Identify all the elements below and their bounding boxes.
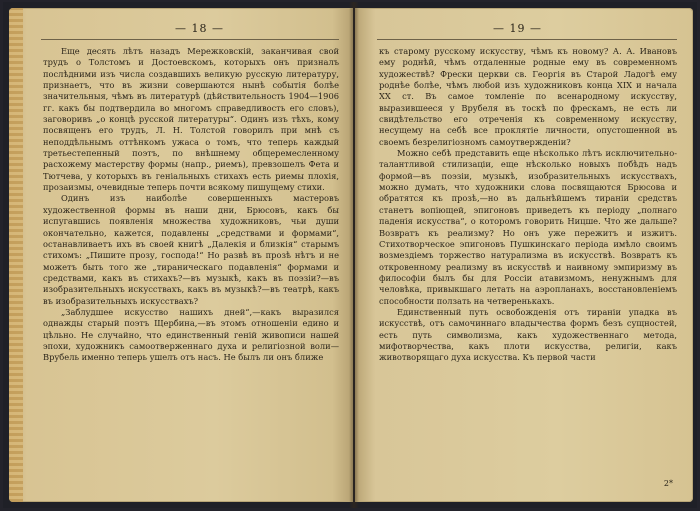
paragraph: Можно себѣ представить еще нѣсколько лѣтъ исключительно-талантливой стилизаціи, еще нѣсколько новыхъ побѣдъ надъ формой—въ поэзіи, музыкѣ, изобразительныхъ искусствахъ, можно думать, что художники слова посвящаются Брюсова и обратятся къ прозѣ,—но въ дальнѣйшемъ тираніи средствъ станетъ вопіющей, эпигоновъ приведетъ къ періоду „полнаго паденія искусства“, о которомъ говорить Ницше. Что же дальше? Возвратъ къ реализму? Но онъ уже пережитъ и изжитъ. Стихотворческое эпигоновъ Пушкинскаго періода имѣло своимъ возмездіемъ торжество натурализма въ искусствѣ. Возвратъ къ откровенному реализму въ искусствѣ и наивному эмпиризму въ философіи былъ бы для Россіи атавизмомъ, ненужнымъ для человѣка, привыкшаго летать на аэропланахъ, восстановленіемъ способности ползать на четверенькахъ. bbox=[379, 148, 677, 306]
paragraph: Единственный путь освобожденія отъ тираніи упадка въ искусствѣ, отъ самочиннаго владычества формъ безъ сущностей, есть путь символизма, какъ художественнаго метода, мифотворчества, какъ плоти искусства, религіи, какъ животворящаго духа искусства. Къ первой части bbox=[379, 306, 677, 363]
left-page bbox=[9, 8, 353, 502]
paragraph: Еще десять лѣтъ назадъ Мережковскій, заканчивая свой трудъ о Толстомъ и Достоевскомъ, которыхъ онъ призналъ послѣдними изъ числа создавшихъ великую русскую литературу, признаетъ, что въ жизни совершаются нынѣ событія болѣе значительныя, чѣмъ въ литературѣ (дѣйствительность 1904—1906 гг. какъ бы подтвердила во многомъ справедливость его словъ), заговоривъ „о концѣ русской литературы“. Одинъ изъ тѣхъ, кому посвященъ его трудъ, Л. Н. Толстой говорилъ при мнѣ съ неподдѣльнымъ оттѣнкомъ ужаса о томъ, что теперь каждый третьестепенный поэтъ, по внѣшнему общеремесленному расхожему мастерству формы (напр., риемъ), превзошелъ Фета и Тютчева, у которыхъ въ геніальныхъ стихахъ есть риемы плохія, прозаизмы, очевидные теперь почти всякому пишущему стихи. bbox=[43, 46, 339, 193]
header-rule bbox=[377, 39, 677, 40]
paragraph: „Заблудшее искусство нашихъ дней“,—какъ выразился однажды старый поэтъ Щербина,—въ этомъ отношеніи едино и цѣльно. Не случайно, что единственный геній живописи нашей эпохи, художникъ самоотверженнаго духа и религіозной воли—Врубель именно теперь ушелъ отъ насъ. Не былъ ли онъ ближе bbox=[43, 306, 339, 363]
left-page-number: — 18 — bbox=[175, 22, 224, 35]
right-page bbox=[355, 8, 693, 502]
right-page-text bbox=[379, 46, 677, 364]
right-page-number: — 19 — bbox=[493, 22, 542, 35]
paragraph: къ старому русскому искусству, чѣмъ къ новому? А. А. Ивановъ ему роднѣй, чѣмъ отдаленные родные ему въ современномъ художествѣ? Фрески церкви св. Георгія въ Старой Ладогѣ ему роднѣе болѣе, чѣмъ любой изъ художниковъ конца XIX и начала XX ст. Въ самое томленіе по всенародному искусству, выразившееся у Врубеля въ тоскѣ по фрескамъ, не есть ли свидѣтельство его отреченія къ современному искусству, несущему на себѣ все проклятіе личности, опустошенной въ своемъ безрелигіозномъ самоутвержденіи? bbox=[379, 46, 677, 147]
signature-mark: 2* bbox=[663, 479, 673, 488]
paragraph: Одинъ изъ наиболѣе совершенныхъ мастеровъ художественной формы въ наши дни, Брюсовъ, какъ бы испугавшись появленія множества художниковъ, чьи души окончательно, кажется, подавлены „средствами и формами“, останавливаетъ ихъ въ своей книгѣ „Далекія и близкія“ старымъ стихомъ: „Пишите прозу, господа!“ Но развѣ въ прозѣ нѣтъ и не можетъ быть того же „тираническаго подавленія“ формами и средствами, какъ въ стихахъ?—въ музыкѣ, какъ въ поэзіи?—въ изобразительныхъ искусствахъ, какъ въ музыкѣ?—въ театрѣ, какъ въ изобразительныхъ искусствахъ? bbox=[43, 193, 339, 306]
page-edges bbox=[9, 8, 23, 502]
book-spine bbox=[349, 2, 359, 508]
left-page-text bbox=[43, 46, 339, 364]
open-book bbox=[3, 2, 697, 508]
header-rule bbox=[41, 39, 339, 40]
